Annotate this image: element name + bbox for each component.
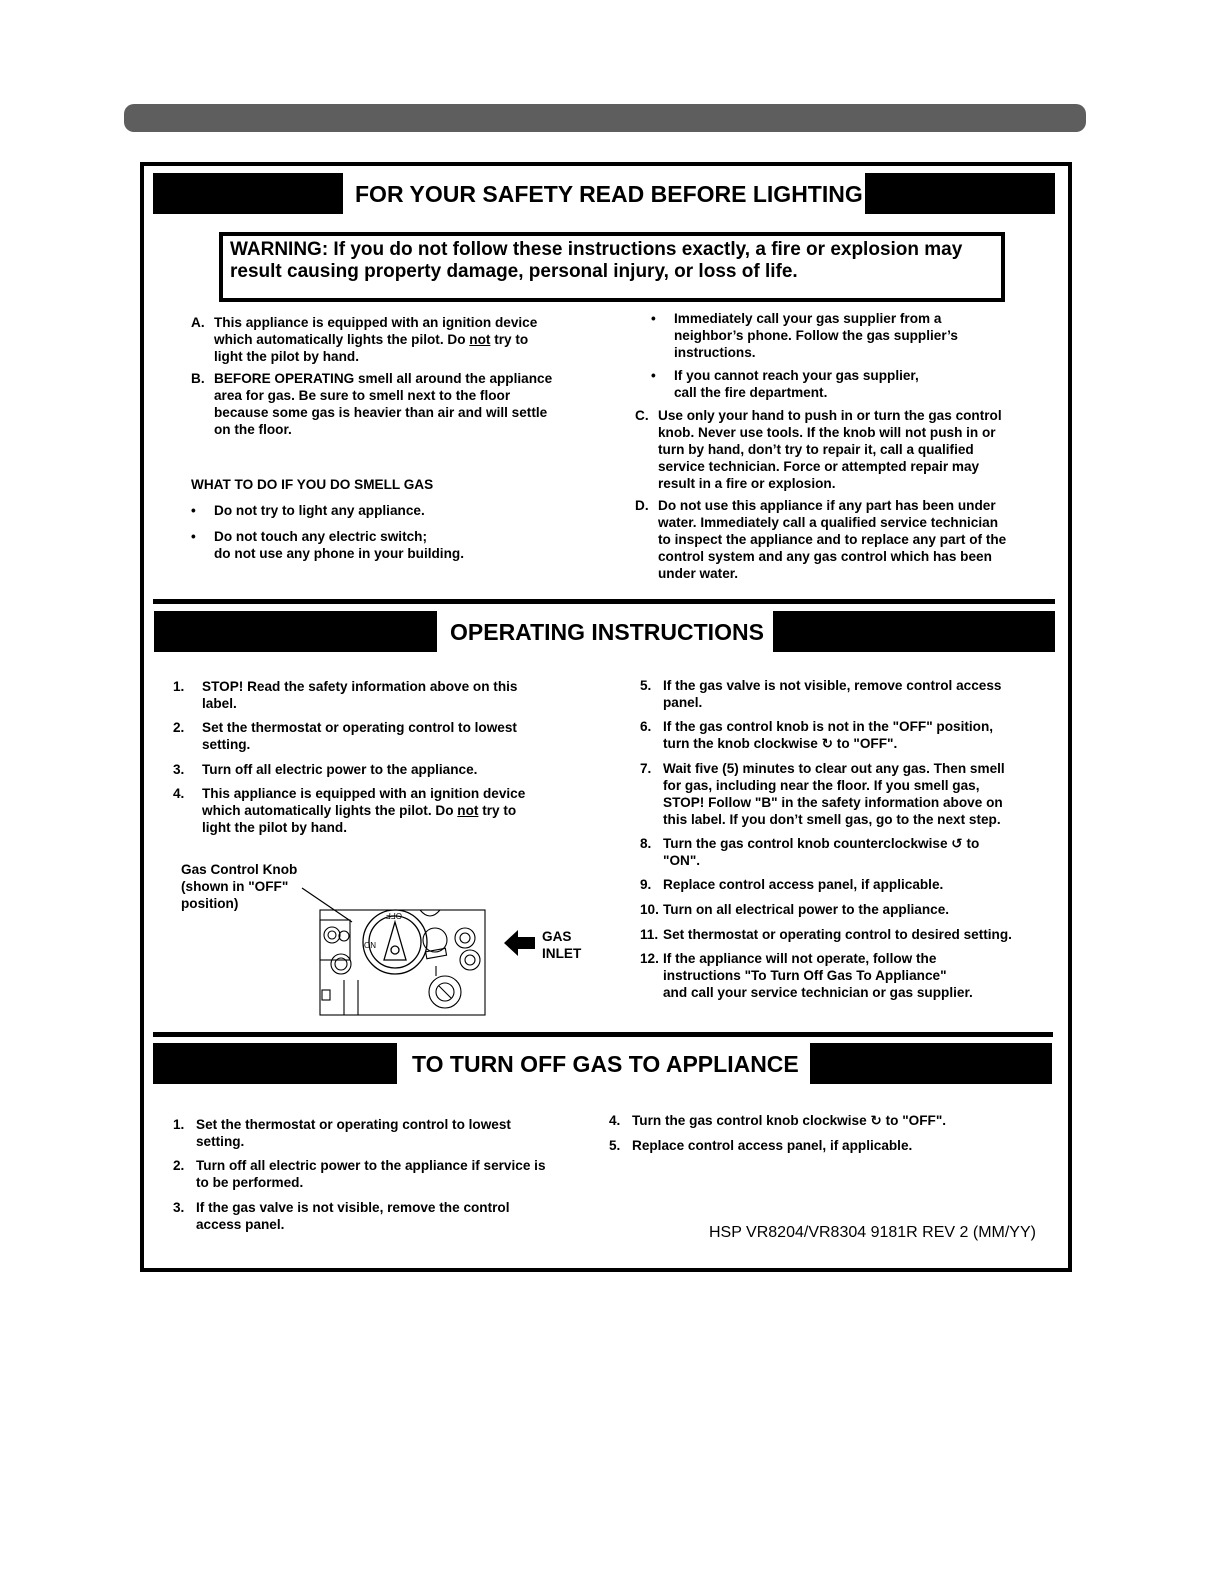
item-marker: B. xyxy=(191,371,205,386)
gas-inlet-arrow-icon xyxy=(504,930,536,956)
step-number: 6. xyxy=(640,719,652,734)
turnoff-section-title: TO TURN OFF GAS TO APPLIANCE xyxy=(412,1051,799,1077)
knob-callout-label: Gas Control Knob (shown in "OFF" position) xyxy=(181,862,298,911)
item-marker: D. xyxy=(635,498,649,513)
smell-gas-heading: WHAT TO DO IF YOU DO SMELL GAS xyxy=(191,477,434,492)
step-number: 9. xyxy=(640,877,652,892)
item-text: If you cannot reach your gas supplier, call the fire department. xyxy=(674,368,919,400)
gas-inlet-label: GAS INLET xyxy=(542,929,582,961)
step-text: Wait five (5) minutes to clear out any gas. Then smell for gas, including near the floor. If you smell gas, STOP! Follow "B" in the safety information above on this label. If you don’t smell gas, go to the next step. xyxy=(663,761,1005,827)
step-number: 10. xyxy=(640,902,659,917)
step-text: This appliance is equipped with an ignition device which automatically lights the pilot. Do xyxy=(202,786,526,818)
header-block-left xyxy=(153,1043,397,1084)
section-divider xyxy=(153,1032,1053,1037)
part-number: HSP VR8204/VR8304 9181R REV 2 (MM/YY) xyxy=(709,1224,1036,1241)
step-text: Turn off all electric power to the appliance. xyxy=(202,762,478,777)
safety-section-header xyxy=(153,173,1055,214)
valve-body xyxy=(320,910,485,1015)
step-number: 4. xyxy=(609,1113,621,1128)
step-number: 5. xyxy=(640,678,652,693)
gas-valve-diagram xyxy=(240,880,500,1020)
step-number: 3. xyxy=(173,762,185,777)
step-number: 2. xyxy=(173,1158,185,1173)
step-text: Set the thermostat or operating control to lowest setting. xyxy=(202,720,517,752)
item-text: Use only your hand to push in or turn the gas control knob. Never use tools. If the knob will not push in or turn by hand, don’t try to repair it, call a qualified service technician. Force or attempted repair may result in a fire or explosion. xyxy=(658,408,1002,491)
callout-leader xyxy=(302,888,352,922)
step-text: Replace control access panel, if applicable. xyxy=(663,877,944,892)
emphasis-not: not xyxy=(457,803,479,818)
step-number: 5. xyxy=(609,1138,621,1153)
step-number: 11. xyxy=(640,927,659,942)
header-block-right xyxy=(773,611,1055,652)
turnoff-section-header xyxy=(153,1043,1052,1084)
header-bar xyxy=(124,104,1086,132)
step-number: 1. xyxy=(173,679,185,694)
item-text: try to light the pilot by hand. xyxy=(214,332,529,364)
header-block-left xyxy=(154,611,437,652)
step-text: Turn the gas control knob clockwise ↻ to "OFF". xyxy=(632,1113,947,1128)
item-marker: C. xyxy=(635,408,649,423)
step-number: 4. xyxy=(173,786,185,801)
item-marker: A. xyxy=(191,315,205,330)
section-divider xyxy=(153,599,1055,604)
step-text: Set the thermostat or operating control to lowest setting. xyxy=(196,1117,511,1149)
bullet-icon: • xyxy=(191,503,196,518)
bullet-icon: • xyxy=(651,311,656,326)
step-number: 3. xyxy=(173,1200,185,1215)
emphasis-not: not xyxy=(469,332,491,347)
item-text: Immediately call your gas supplier from a neighbor’s phone. Follow the gas supplier’s instructions. xyxy=(674,311,958,360)
operating-section-title: OPERATING INSTRUCTIONS xyxy=(450,619,764,645)
step-number: 12. xyxy=(640,951,659,966)
step-number: 2. xyxy=(173,720,185,735)
bullet-icon: • xyxy=(191,529,196,544)
header-block-left xyxy=(153,173,343,214)
safety-section-title: FOR YOUR SAFETY READ BEFORE LIGHTING xyxy=(355,181,863,207)
on-position-mark: ON xyxy=(364,941,376,950)
off-position-mark: OFF xyxy=(386,911,402,920)
step-text: If the gas valve is not visible, remove the control access panel. xyxy=(196,1200,510,1232)
item-text: BEFORE OPERATING smell all around the appliance area for gas. Be sure to smell next to the floor because some gas is heavier than air and will settle on the floor. xyxy=(214,371,553,437)
item-text: Do not touch any electric switch; do not use any phone in your building. xyxy=(214,529,464,561)
step-number: 7. xyxy=(640,761,652,776)
step-number: 1. xyxy=(173,1117,185,1132)
warning-box: WARNING: If you do not follow these instructions exactly, a fire or explosion may result causing property damage, personal injury, or loss of life. xyxy=(219,232,1005,302)
step-text: If the gas control knob is not in the "OFF" position, turn the knob clockwise ↻ to "OFF". xyxy=(663,719,994,751)
header-block-right xyxy=(810,1043,1052,1084)
operating-section-header xyxy=(154,611,1055,652)
step-text: Replace control access panel, if applicable. xyxy=(632,1138,913,1153)
step-text: Turn off all electric power to the appliance if service is to be performed. xyxy=(196,1158,546,1190)
item-text: Do not use this appliance if any part has been under water. Immediately call a qualified service technician to inspect the appliance and to replace any part of the control system and any gas control which has been under water. xyxy=(658,498,1007,581)
step-text: If the gas valve is not visible, remove control access panel. xyxy=(663,678,1002,710)
item-text: Do not try to light any appliance. xyxy=(214,503,425,518)
step-text: Turn the gas control knob counterclockwise ↺ to "ON". xyxy=(663,836,980,868)
step-text: Set thermostat or operating control to desired setting. xyxy=(663,927,1012,942)
bullet-icon: • xyxy=(651,368,656,383)
step-text: If the appliance will not operate, follow the instructions "To Turn Off Gas To Appliance" and call your service technician or gas supplier. xyxy=(663,951,973,1000)
step-text: STOP! Read the safety information above on this label. xyxy=(202,679,518,711)
step-text: Turn on all electrical power to the appliance. xyxy=(663,902,950,917)
header-block-right xyxy=(865,173,1055,214)
step-number: 8. xyxy=(640,836,652,851)
item-text: This appliance is equipped with an ignition device which automatically lights the pilot. Do xyxy=(214,315,538,347)
step-text: try to light the pilot by hand. xyxy=(202,803,517,835)
